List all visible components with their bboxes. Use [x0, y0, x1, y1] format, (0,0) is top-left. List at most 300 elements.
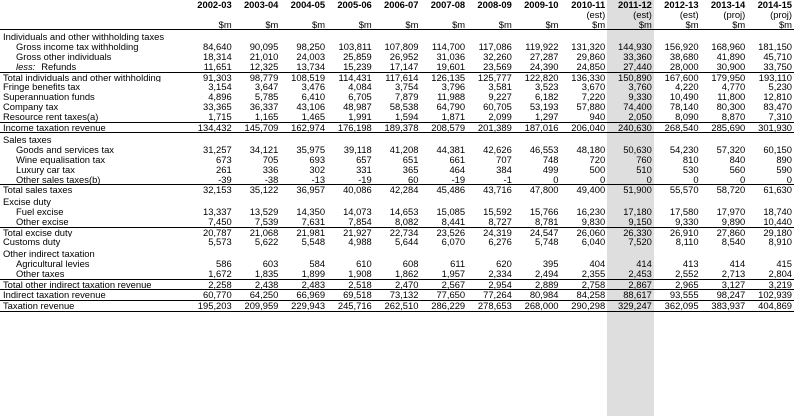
- row-value-cell: -19: [358, 174, 372, 185]
- row-value-cell: 26,952: [389, 51, 419, 62]
- row-value-cell: [234, 30, 281, 42]
- row-value-cell: 77,650: [420, 290, 467, 301]
- row-label: Excise duty: [3, 196, 51, 207]
- column-unit-header: $m: [187, 20, 234, 30]
- row-value-cell: [327, 247, 374, 259]
- row-value-cell: 278,653: [467, 301, 514, 312]
- row-value-cell: [747, 30, 794, 42]
- table-row: [0, 185, 794, 195]
- row-value-cell: 55,570: [654, 185, 701, 195]
- column-unit-header: $m: [374, 20, 421, 30]
- row-value-cell: 290,298: [561, 301, 608, 312]
- row-value-cell: 611: [450, 258, 466, 269]
- row-value-cell: 16,230: [576, 206, 606, 217]
- row-value-cell: 17,147: [389, 61, 419, 72]
- row-value-cell: 11,800: [717, 92, 746, 102]
- row-value-cell: 2,438: [234, 279, 281, 290]
- row-value-cell: 98,779: [234, 72, 281, 82]
- row-value-cell: 83,470: [763, 101, 792, 112]
- row-value-cell: 49,400: [561, 185, 608, 195]
- row-label: Gross other individuals: [16, 51, 112, 62]
- row-value-cell: 6,276: [488, 237, 512, 248]
- row-value-cell: 29,860: [576, 51, 606, 62]
- row-value-cell: [747, 247, 794, 259]
- column-note-header: [467, 10, 514, 20]
- row-value-cell: 24,850: [576, 61, 606, 72]
- row-value-cell: 44,381: [436, 145, 466, 155]
- row-value-cell: 10,440: [763, 216, 792, 227]
- row-value-cell: 134,432: [187, 122, 234, 133]
- row-value-cell: 362,095: [654, 301, 701, 312]
- row-value-cell: 657: [356, 154, 372, 165]
- row-value-cell: 2,965: [654, 279, 701, 290]
- row-value-cell: 48,180: [576, 145, 606, 155]
- row-value-cell: [374, 30, 421, 42]
- row-value-cell: 32,153: [187, 185, 234, 195]
- row-value-cell: 23,569: [483, 61, 512, 72]
- row-label: Resource rent taxes(a): [3, 111, 99, 122]
- row-value-cell: 168,960: [711, 42, 746, 52]
- row-value-cell: 30,900: [716, 61, 746, 72]
- column-note-header: (est): [586, 9, 606, 20]
- row-value-cell: [654, 30, 701, 42]
- row-value-cell: 464: [449, 164, 466, 175]
- row-value-cell: 7,220: [581, 92, 606, 102]
- table-row: [0, 217, 794, 227]
- row-value-cell: 2,334: [488, 268, 512, 279]
- row-value-cell: 6,070: [441, 237, 466, 248]
- row-value-cell: 286,229: [420, 301, 467, 312]
- column-year-header: 2012-13: [664, 0, 699, 10]
- row-value-cell: 760: [636, 154, 652, 165]
- header-notes-row: [0, 10, 794, 20]
- column-unit-header: $m: [327, 20, 374, 30]
- row-value-cell: 38,680: [669, 51, 699, 62]
- row-value-cell: 33,365: [203, 101, 232, 112]
- row-value-cell: 40,086: [327, 185, 374, 195]
- row-value-cell: 21,010: [249, 51, 279, 62]
- row-value-cell: 9,227: [488, 92, 512, 102]
- row-value-cell: 80,300: [716, 101, 746, 112]
- row-label: Total sales taxes: [0, 185, 187, 195]
- row-value-cell: 13,734: [296, 61, 326, 72]
- row-value-cell: 229,943: [280, 301, 327, 312]
- row-label: Agricultural levies: [16, 258, 90, 269]
- column-unit-header: $m: [280, 20, 327, 30]
- row-value-cell: -1: [503, 174, 512, 185]
- row-value-cell: 8,910: [768, 237, 792, 248]
- column-year-header: 2008-09: [477, 0, 512, 10]
- row-value-cell: 7,854: [348, 216, 372, 227]
- row-value-cell: [467, 133, 514, 145]
- row-value-cell: 45,710: [763, 51, 792, 62]
- row-value-cell: 156,920: [664, 42, 699, 52]
- row-value-cell: [654, 195, 701, 207]
- row-label: Taxation revenue: [0, 301, 187, 312]
- column-note-header: (proj): [723, 9, 746, 20]
- row-value-cell: 80,984: [514, 290, 561, 301]
- row-value-cell: [234, 133, 281, 145]
- table-row: [0, 42, 794, 52]
- row-value-cell: 2,552: [675, 268, 699, 279]
- row-value-cell: 34,121: [249, 145, 279, 155]
- row-value-cell: 14,653: [389, 206, 419, 217]
- row-value-cell: 93,555: [654, 290, 701, 301]
- row-value-cell: 7,520: [628, 237, 652, 248]
- row-value-cell: 119,922: [525, 42, 559, 52]
- header-years-row: [0, 0, 794, 10]
- row-value-cell: 3,754: [394, 82, 419, 93]
- row-value-cell: 10,490: [669, 92, 699, 102]
- row-value-cell: 15,085: [436, 206, 466, 217]
- row-value-cell: 7,631: [301, 216, 326, 227]
- column-unit-header: $m: [654, 20, 701, 30]
- row-value-cell: 810: [682, 154, 699, 165]
- row-value-cell: 336: [262, 164, 279, 175]
- row-value-cell: 2,258: [187, 279, 234, 290]
- column-year-header: 2009-10: [524, 0, 559, 10]
- column-note-header: [420, 10, 467, 20]
- row-value-cell: [187, 30, 234, 42]
- row-value-cell: 1,862: [394, 268, 419, 279]
- row-value-cell: 2,889: [514, 279, 561, 290]
- row-value-cell: 8,441: [441, 216, 466, 227]
- row-value-cell: 209,959: [234, 301, 281, 312]
- row-value-cell: 8,082: [394, 216, 419, 227]
- row-value-cell: 4,084: [348, 82, 372, 93]
- row-value-cell: 7,539: [254, 216, 279, 227]
- row-value-cell: 5,622: [254, 237, 279, 248]
- table-row: [0, 175, 794, 185]
- row-value-cell: 3,647: [254, 82, 279, 93]
- row-label: Income taxation revenue: [0, 122, 187, 133]
- row-value-cell: 54,230: [669, 145, 699, 155]
- table-row: [0, 30, 794, 42]
- row-value-cell: 136,330: [561, 72, 608, 82]
- row-value-cell: 693: [309, 154, 326, 165]
- row-value-cell: 1,165: [254, 111, 279, 122]
- row-value-cell: 176,198: [327, 122, 374, 133]
- row-value-cell: 414: [729, 258, 746, 269]
- column-unit-header: $m: [420, 20, 467, 30]
- row-value-cell: [234, 195, 281, 207]
- column-unit-header: $m: [607, 20, 654, 30]
- row-value-cell: 8,110: [675, 237, 699, 248]
- row-value-cell: [607, 195, 654, 207]
- row-value-cell: 22,734: [374, 227, 421, 237]
- row-value-cell: 201,389: [467, 122, 514, 133]
- column-year-header: 2007-08: [430, 0, 466, 10]
- row-value-cell: 6,040: [581, 237, 606, 248]
- row-value-cell: 41,890: [716, 51, 746, 62]
- row-value-cell: 9,890: [721, 216, 746, 227]
- row-value-cell: [747, 195, 794, 207]
- row-value-cell: 0: [740, 174, 746, 185]
- row-value-cell: 1,715: [208, 111, 232, 122]
- row-value-cell: [514, 133, 561, 145]
- row-value-cell: 21,927: [327, 227, 374, 237]
- row-value-cell: [654, 133, 701, 145]
- row-value-cell: [280, 195, 327, 207]
- row-label: Wine equalisation tax: [16, 154, 106, 165]
- column-note-header: (proj): [770, 9, 792, 20]
- row-value-cell: [280, 247, 327, 259]
- row-value-cell: [514, 30, 561, 42]
- row-value-cell: [467, 247, 514, 259]
- row-value-cell: 302: [309, 164, 326, 175]
- row-label: Other indirect taxation: [3, 248, 95, 259]
- row-value-cell: 748: [542, 154, 559, 165]
- row-value-cell: 603: [262, 258, 279, 269]
- row-label: [0, 62, 187, 72]
- row-value-cell: 84,640: [203, 42, 232, 52]
- row-value-cell: 122,820: [514, 72, 561, 82]
- row-value-cell: 107,809: [384, 42, 419, 52]
- row-value-cell: 4,988: [348, 237, 372, 248]
- row-value-cell: 58,538: [389, 101, 419, 112]
- row-value-cell: 2,804: [768, 268, 792, 279]
- row-value-cell: 1,465: [301, 111, 326, 122]
- row-value-cell: 66,969: [280, 290, 327, 301]
- row-value-cell: 9,330: [675, 216, 699, 227]
- row-value-cell: 9,150: [628, 216, 652, 227]
- row-value-cell: 206,040: [561, 122, 608, 133]
- row-value-cell: 1,672: [208, 268, 232, 279]
- row-value-cell: 268,540: [654, 122, 701, 133]
- row-value-cell: [420, 195, 467, 207]
- row-value-cell: 5,230: [768, 82, 792, 93]
- row-value-cell: 26,330: [607, 227, 654, 237]
- row-value-cell: [607, 30, 654, 42]
- row-value-cell: [607, 133, 654, 145]
- row-value-cell: 2,713: [721, 268, 746, 279]
- row-value-cell: 162,974: [280, 122, 327, 133]
- column-note-header: [327, 10, 374, 20]
- row-value-cell: 586: [216, 258, 232, 269]
- column-year-header: 2002-03: [197, 0, 232, 10]
- row-value-cell: 404,869: [747, 301, 794, 312]
- table-row: [0, 237, 794, 247]
- row-value-cell: 187,016: [514, 122, 561, 133]
- row-value-cell: 2,867: [607, 279, 654, 290]
- row-value-cell: 1,957: [441, 268, 466, 279]
- row-label: Total individuals and other withholding: [0, 72, 187, 82]
- row-value-cell: 2,099: [488, 111, 512, 122]
- row-value-cell: 36,337: [249, 101, 279, 112]
- row-value-cell: [374, 195, 421, 207]
- row-value-cell: 77,264: [467, 290, 514, 301]
- row-label: Other taxes: [16, 268, 65, 279]
- header-blank: [0, 0, 187, 10]
- row-value-cell: 2,453: [628, 268, 652, 279]
- row-value-cell: 102,939: [747, 290, 794, 301]
- row-value-cell: 195,203: [187, 301, 234, 312]
- table-row: [0, 290, 794, 301]
- row-value-cell: 60,770: [187, 290, 234, 301]
- row-value-cell: 21,068: [234, 227, 281, 237]
- row-value-cell: 167,600: [654, 72, 701, 82]
- table-row: [0, 195, 794, 207]
- row-value-cell: 42,626: [483, 145, 512, 155]
- row-value-cell: 890: [776, 154, 792, 165]
- table-row: [0, 62, 794, 72]
- row-value-cell: [607, 247, 654, 259]
- row-value-cell: 15,592: [483, 206, 512, 217]
- row-value-cell: 3,796: [441, 82, 466, 93]
- row-value-cell: 193,110: [747, 72, 794, 82]
- row-value-cell: 29,180: [747, 227, 794, 237]
- row-value-cell: 14,073: [343, 206, 372, 217]
- row-value-cell: 145,709: [234, 122, 281, 133]
- row-value-cell: 12,810: [763, 92, 792, 102]
- row-value-cell: 707: [496, 154, 512, 165]
- row-value-cell: 31,036: [436, 51, 466, 62]
- row-value-cell: 144,930: [617, 42, 652, 52]
- row-value-cell: 8,781: [535, 216, 559, 227]
- row-value-cell: 90,095: [249, 42, 279, 52]
- row-value-cell: 74,400: [623, 101, 652, 112]
- column-year-header: 2010-11: [571, 0, 606, 10]
- column-unit-header: $m: [467, 20, 514, 30]
- row-value-cell: 8,540: [721, 237, 746, 248]
- column-note-header: [514, 10, 561, 20]
- row-value-cell: 0: [646, 174, 652, 185]
- row-value-cell: [327, 195, 374, 207]
- row-value-cell: 26,910: [654, 227, 701, 237]
- row-value-cell: 262,510: [374, 301, 421, 312]
- row-value-cell: 15,239: [343, 61, 372, 72]
- row-value-cell: 3,523: [535, 82, 559, 93]
- row-value-cell: [561, 247, 608, 259]
- row-label: Sales taxes: [3, 134, 52, 146]
- row-value-cell: 3,670: [581, 82, 606, 93]
- row-value-cell: [701, 30, 748, 42]
- table-row: [0, 145, 794, 155]
- row-value-cell: 35,975: [296, 145, 326, 155]
- row-value-cell: 13,529: [249, 206, 279, 217]
- row-value-cell: 35,122: [234, 185, 281, 195]
- column-note-header: [234, 10, 281, 20]
- row-label: Indirect taxation revenue: [0, 290, 187, 301]
- column-year-header: 2003-04: [243, 0, 279, 10]
- column-note-header: (est): [679, 9, 699, 20]
- row-value-cell: 2,483: [280, 279, 327, 290]
- row-value-cell: 18,740: [763, 206, 792, 217]
- row-value-cell: 620: [496, 258, 512, 269]
- row-value-cell: 608: [402, 258, 419, 269]
- row-value-cell: 9,330: [628, 92, 652, 102]
- table-row: [0, 227, 794, 237]
- row-value-cell: [280, 30, 327, 42]
- row-value-cell: 301,930: [747, 122, 794, 133]
- row-label-text: Refunds: [41, 61, 77, 72]
- row-value-cell: 18,314: [203, 51, 232, 62]
- row-value-cell: 60: [408, 174, 419, 185]
- row-value-cell: 4,896: [208, 92, 232, 102]
- row-value-cell: 26,060: [561, 227, 608, 237]
- row-value-cell: 131,320: [571, 42, 606, 52]
- row-value-cell: 261: [216, 164, 232, 175]
- row-value-cell: 108,519: [280, 72, 327, 82]
- row-value-cell: 404: [589, 258, 606, 269]
- row-value-cell: 17,970: [716, 206, 746, 217]
- header-blank: [0, 10, 187, 20]
- row-value-cell: 43,106: [296, 101, 326, 112]
- row-value-cell: [420, 30, 467, 42]
- row-value-cell: 23,526: [420, 227, 467, 237]
- row-value-cell: [420, 133, 467, 145]
- column-unit-header: $m: [701, 20, 748, 30]
- row-value-cell: 27,287: [529, 51, 559, 62]
- row-value-cell: 43,716: [467, 185, 514, 195]
- column-note-header: [280, 10, 327, 20]
- row-value-cell: 268,000: [514, 301, 561, 312]
- row-value-cell: 60,150: [763, 145, 792, 155]
- row-label: Fuel excise: [16, 206, 64, 217]
- header-units-row: [0, 20, 794, 30]
- row-value-cell: 114,700: [431, 42, 466, 52]
- row-value-cell: 0: [599, 174, 606, 185]
- row-value-cell: 27,860: [701, 227, 748, 237]
- row-value-cell: 530: [682, 164, 699, 175]
- column-year-header: 2011-12: [617, 0, 652, 10]
- row-value-cell: 39,118: [343, 145, 372, 155]
- row-value-cell: [374, 133, 421, 145]
- row-value-cell: 8,090: [675, 111, 699, 122]
- table-row: [0, 165, 794, 175]
- row-value-cell: [187, 247, 234, 259]
- row-value-cell: 181,150: [758, 42, 792, 52]
- row-value-cell: 21,981: [280, 227, 327, 237]
- row-value-cell: 98,250: [296, 42, 326, 52]
- row-value-cell: 11,988: [437, 92, 466, 102]
- header-blank: [0, 20, 187, 30]
- row-value-cell: 510: [636, 164, 652, 175]
- row-value-cell: 0: [553, 174, 559, 185]
- column-year-header: 2006-07: [384, 0, 419, 10]
- row-value-cell: 24,547: [514, 227, 561, 237]
- row-value-cell: 651: [402, 154, 419, 165]
- row-value-cell: 5,573: [208, 237, 232, 248]
- row-value-cell: 6,410: [301, 92, 326, 102]
- row-value-cell: [420, 247, 467, 259]
- row-value-cell: 57,880: [576, 101, 606, 112]
- row-label: Total other indirect taxation revenue: [0, 279, 187, 290]
- row-value-cell: [701, 195, 748, 207]
- table-row: [0, 155, 794, 165]
- row-value-cell: [514, 195, 561, 207]
- row-value-cell: 17,180: [623, 206, 652, 217]
- row-value-cell: 11,651: [203, 61, 232, 72]
- row-value-cell: 395: [542, 258, 559, 269]
- row-value-cell: 285,690: [701, 122, 748, 133]
- row-value-cell: 91,303: [187, 72, 234, 82]
- row-value-cell: 4,220: [675, 82, 699, 93]
- row-value-cell: 1,908: [348, 268, 372, 279]
- row-value-cell: 0: [786, 174, 792, 185]
- row-value-cell: 64,790: [436, 101, 466, 112]
- row-value-cell: 840: [729, 154, 746, 165]
- table-body: [0, 30, 794, 312]
- row-value-cell: 12,325: [249, 61, 279, 72]
- row-value-cell: 3,127: [701, 279, 748, 290]
- row-value-cell: 60,705: [483, 101, 512, 112]
- row-value-cell: 36,957: [280, 185, 327, 195]
- row-label: Fringe benefits tax: [3, 82, 81, 93]
- row-value-cell: 500: [589, 164, 606, 175]
- row-value-cell: 415: [776, 258, 792, 269]
- row-value-cell: 41,208: [389, 145, 419, 155]
